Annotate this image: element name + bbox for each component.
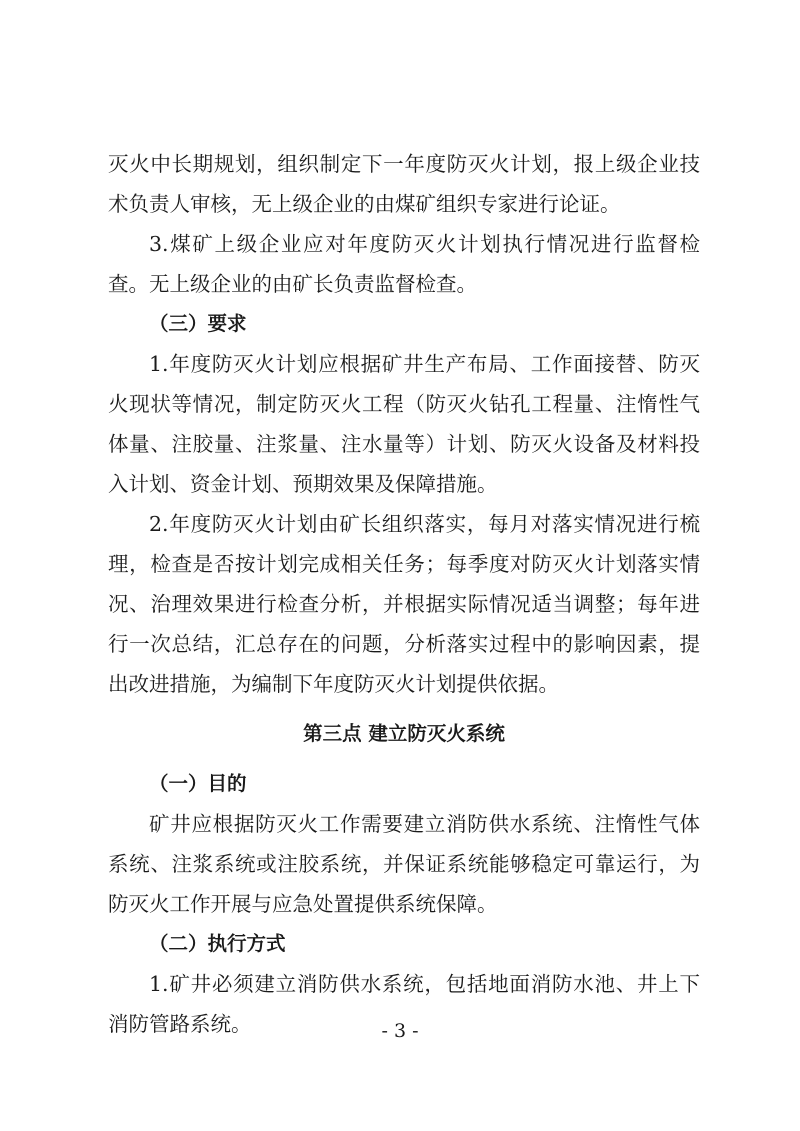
paragraph-line: 况、治理效果进行检查分析，并根据实际情况适当调整；每年进 (108, 592, 700, 616)
paragraph-line: 矿井应根据防灭火工作需要建立消防供水系统、注惰性气体 (149, 812, 700, 836)
paragraph-line: 术负责人审核，无上级企业的由煤矿组织专家进行论证。 (108, 192, 621, 216)
paragraph-line: 防灭火工作开展与应急处置提供系统保障。 (108, 892, 498, 916)
paragraph-line: 查。无上级企业的由矿长负责监督检查。 (108, 272, 477, 296)
paragraph-line: 理，检查是否按计划完成相关任务；每季度对防灭火计划落实情 (108, 552, 700, 576)
paragraph-line: 3.煤矿上级企业应对年度防灭火计划执行情况进行监督检 (149, 232, 700, 256)
paragraph-line: 出改进措施，为编制下年度防灭火计划提供依据。 (108, 672, 559, 696)
paragraph-line: 1.矿井必须建立消防供水系统，包括地面消防水池、井上下 (149, 972, 700, 996)
paragraph-line: 2.年度防灭火计划由矿长组织落实，每月对落实情况进行梳 (149, 512, 700, 536)
subsection-heading-execution: （二）执行方式 (149, 932, 286, 955)
paragraph-line: 系统、注浆系统或注胶系统，并保证系统能够稳定可靠运行，为 (108, 852, 700, 876)
paragraph-line: 体量、注胶量、注浆量、注水量等）计划、防灭火设备及材料投 (108, 432, 700, 456)
subsection-heading-purpose: （一）目的 (149, 772, 247, 795)
page-number: - 3 - (381, 1020, 419, 1042)
body-text (108, 144, 700, 1044)
subsection-heading-requirements: （三）要求 (149, 312, 247, 335)
paragraph-line: 消防管路系统。 (108, 1012, 252, 1036)
paragraph-line: 行一次总结，汇总存在的问题，分析落实过程中的影响因素，提 (108, 632, 700, 656)
paragraph-line: 1.年度防灭火计划应根据矿井生产布局、工作面接替、防灭 (149, 352, 700, 376)
paragraph-line: 灭火中长期规划，组织制定下一年度防灭火计划，报上级企业技 (108, 152, 700, 176)
paragraph-line: 火现状等情况，制定防灭火工程（防灭火钻孔工程量、注惰性气 (108, 392, 700, 416)
section-heading: 第三点 建立防灭火系统 (303, 722, 505, 745)
paragraph-line: 入计划、资金计划、预期效果及保障措施。 (108, 472, 498, 496)
